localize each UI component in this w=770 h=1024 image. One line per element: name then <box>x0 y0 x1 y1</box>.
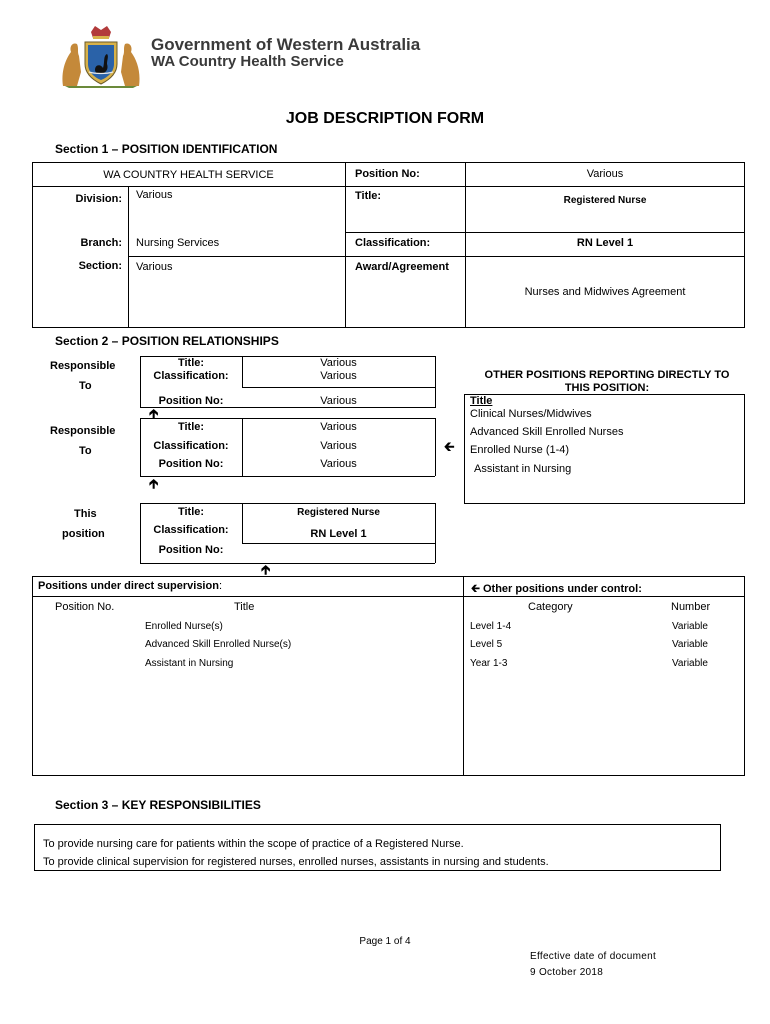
other-control-text: Other positions under control: <box>482 583 642 595</box>
this-label: This <box>74 508 97 520</box>
org-name: WA COUNTRY HEALTH SERVICE <box>103 169 274 181</box>
effective-date: 9 October 2018 <box>530 967 604 978</box>
box2-classification-value: Various <box>320 440 357 452</box>
box3-position-no-label: Position No: <box>158 544 224 556</box>
box1-title-label: Title: <box>177 357 205 369</box>
under-supervision-colon: : <box>218 580 222 592</box>
other-item: Clinical Nurses/Midwives <box>470 408 592 420</box>
responsibility-line: To provide clinical supervision for registered nurses, enrolled nurses, assistants in nursing and students. <box>43 856 549 868</box>
other-heading-line2: THIS POSITION: <box>564 382 650 394</box>
box1-position-no-value: Various <box>320 395 357 407</box>
other-title-label: Title <box>470 395 493 407</box>
under-supervision-text: Positions under direct supervision <box>38 580 219 592</box>
award-label: Award/Agreement <box>355 261 449 273</box>
control-category: Level 5 <box>470 639 503 650</box>
box2-position-no-label: Position No: <box>158 458 224 470</box>
left-arrow-icon: 🡰 <box>471 583 480 595</box>
other-control-label <box>471 580 642 599</box>
section-label: Section: <box>78 260 122 272</box>
under-supervision-label <box>38 580 222 592</box>
section1-heading: Section 1 – POSITION IDENTIFICATION <box>55 142 278 156</box>
control-number: Variable <box>672 658 708 669</box>
control-category: Year 1-3 <box>470 658 508 669</box>
up-arrow-icon: 🡱 <box>261 562 271 577</box>
division-value: Various <box>136 189 173 201</box>
responsibility-line: To provide nursing care for patients within the scope of practice of a Registered Nurse. <box>43 838 464 850</box>
section-value: Various <box>136 261 173 273</box>
responsible-label-1: Responsible <box>50 360 116 372</box>
other-heading-line1: OTHER POSITIONS REPORTING DIRECTLY TO <box>484 369 730 381</box>
up-arrow-icon: 🡱 <box>149 476 159 491</box>
service-title: WA Country Health Service <box>151 53 344 70</box>
effective-label: Effective date of document <box>530 951 657 962</box>
control-number: Variable <box>672 621 708 632</box>
section3-heading: Section 3 – KEY RESPONSIBILITIES <box>55 798 261 812</box>
classification-label: Classification: <box>355 237 431 249</box>
box1-classification-value: Various <box>320 370 357 382</box>
supervised-item: Enrolled Nurse(s) <box>145 621 223 632</box>
other-positions-heading <box>462 369 752 395</box>
section2-heading: Section 2 – POSITION RELATIONSHIPS <box>55 334 279 348</box>
up-arrow-icon: 🡱 <box>149 406 159 421</box>
box2-position-no-value: Various <box>320 458 357 470</box>
branch-value: Nursing Services <box>136 237 220 249</box>
other-item: Advanced Skill Enrolled Nurses <box>470 426 624 438</box>
supervised-item: Assistant in Nursing <box>145 658 234 669</box>
award-value: Nurses and Midwives Agreement <box>524 286 686 298</box>
col-category: Category <box>528 601 573 613</box>
gov-title: Government of Western Australia <box>151 35 421 54</box>
box3-title-value: Registered Nurse <box>297 507 380 518</box>
left-arrow-icon: 🡰 <box>444 439 455 454</box>
box2-classification-label: Classification: <box>153 440 229 452</box>
title-label: Title: <box>355 190 382 202</box>
box3-classification-label: Classification: <box>153 524 229 536</box>
box3-classification-value: RN Level 1 <box>310 528 367 540</box>
supervision-table <box>32 576 745 776</box>
responsible-label-2: Responsible <box>50 425 116 437</box>
classification-value: RN Level 1 <box>576 237 634 249</box>
other-item: Enrolled Nurse (1-4) <box>470 444 570 456</box>
box2-title-value: Various <box>320 421 357 433</box>
page-number: Page 1 of 4 <box>359 936 411 947</box>
division-label: Division: <box>75 193 122 205</box>
box3-title-label: Title: <box>177 506 205 518</box>
box2-title-label: Title: <box>177 421 205 433</box>
position-no-label: Position No: <box>355 168 420 180</box>
col-title: Title <box>234 601 255 613</box>
to-label-1: To <box>79 380 92 392</box>
box1-position-no-label: Position No: <box>158 395 224 407</box>
box1-title-value: Various <box>320 357 357 369</box>
position-label: position <box>62 528 105 540</box>
supervised-item: Advanced Skill Enrolled Nurse(s) <box>145 639 292 650</box>
col-number: Number <box>671 601 711 613</box>
col-position-no: Position No. <box>55 601 115 613</box>
position-no-value: Various <box>586 168 624 180</box>
control-category: Level 1-4 <box>470 621 512 632</box>
to-label-2: To <box>79 445 92 457</box>
control-number: Variable <box>672 639 708 650</box>
branch-label: Branch: <box>80 237 122 249</box>
other-item: Assistant in Nursing <box>474 463 572 475</box>
title-value: Registered Nurse <box>563 195 647 206</box>
page-title: JOB DESCRIPTION FORM <box>285 110 485 127</box>
crest-logo <box>55 22 147 90</box>
box1-classification-label: Classification: <box>153 370 229 382</box>
